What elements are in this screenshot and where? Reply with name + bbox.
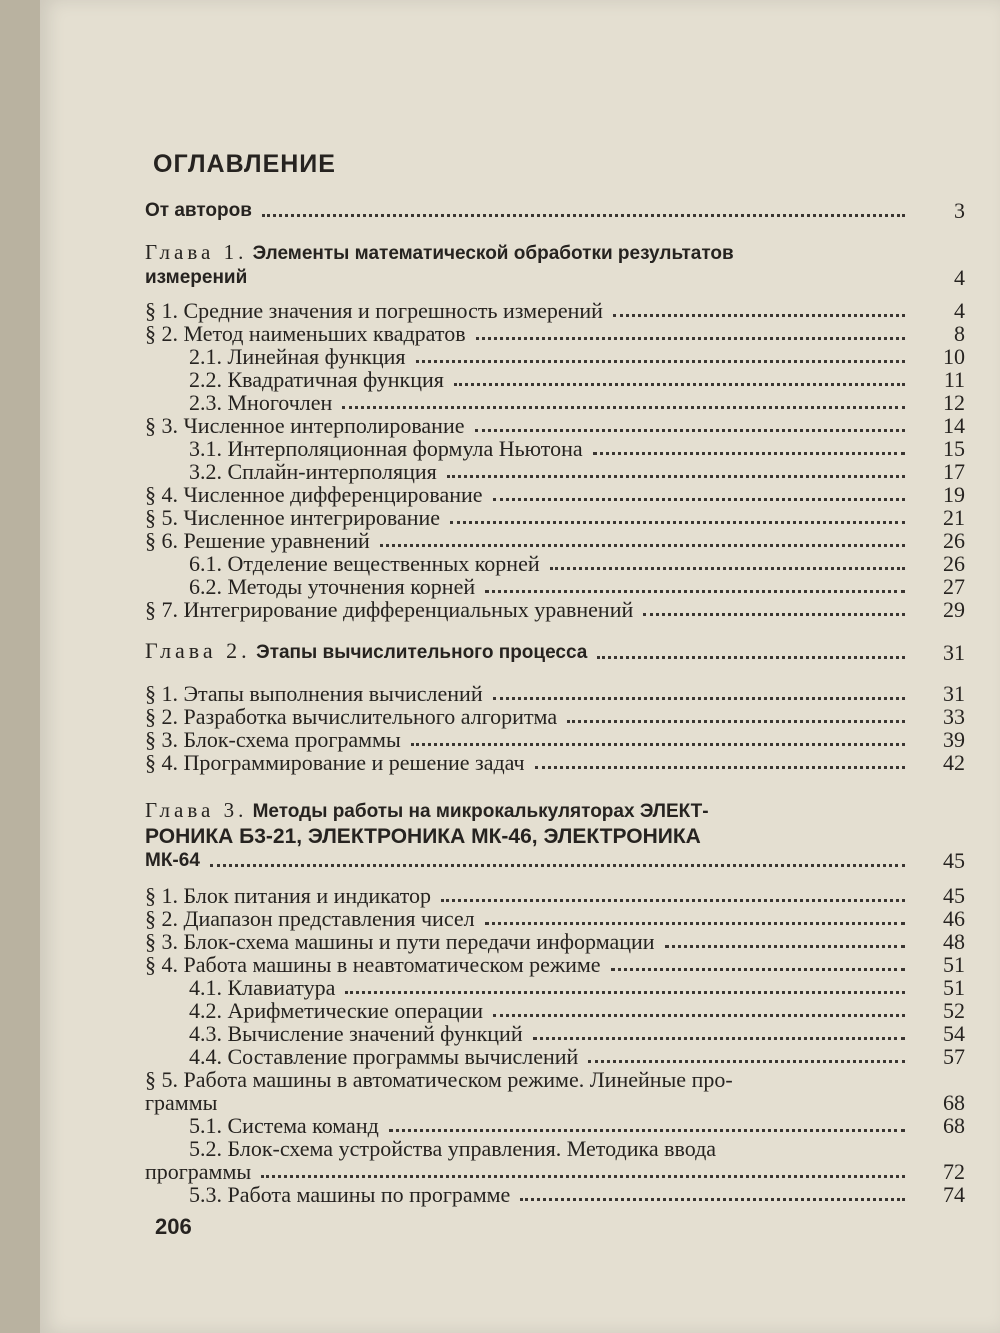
toc-entry: [145, 552, 965, 575]
chapter-title-line2: измерений: [145, 267, 248, 288]
page-number: 206: [155, 1214, 192, 1239]
toc-entry: [145, 345, 965, 368]
toc-entry: [145, 999, 965, 1022]
entry-page: 31: [943, 681, 965, 706]
toc-entry: [145, 1091, 965, 1114]
toc-entry: [145, 529, 965, 552]
entry-page: 72: [943, 1159, 965, 1184]
entry-page: 52: [943, 998, 965, 1023]
entry-page: 8: [954, 321, 965, 346]
dot-leader: [535, 766, 905, 769]
entry-label: § 3. Блок-схема машины и пути передачи информации: [145, 929, 655, 954]
chapter-page: 45: [943, 848, 965, 873]
toc-entry: [145, 1022, 965, 1045]
entry-label: § 6. Решение уравнений: [145, 528, 370, 553]
chapter-1: [145, 240, 965, 621]
dot-leader: [567, 720, 905, 723]
entry-label: 6.1. Отделение вещественных корней: [189, 551, 540, 576]
toc-entry: [145, 322, 965, 345]
toc-entry: [145, 460, 965, 483]
dot-leader: [485, 590, 905, 593]
dot-leader: [450, 521, 905, 524]
entry-label: От авторов: [145, 200, 252, 221]
toc-entry: [145, 953, 965, 976]
entry-label: § 4. Работа машины в неавтоматическом режиме: [145, 952, 601, 977]
entry-label: § 4. Программирование и решение задач: [145, 750, 525, 775]
entry-label: 4.4. Составление программы вычислений: [189, 1044, 579, 1069]
entry-page: 51: [943, 975, 965, 1000]
entry-page: 68: [943, 1113, 965, 1138]
chapter-title: Этапы вычислительного процесса: [256, 642, 588, 663]
entry-page: 68: [943, 1090, 965, 1115]
dot-leader: [345, 991, 905, 994]
entry-label: 3.1. Интерполяционная формула Ньютона: [189, 436, 583, 461]
entry-label: § 2. Разработка вычислительного алгоритма: [145, 704, 558, 729]
chapter-3: [145, 798, 965, 1206]
toc-entry: [145, 437, 965, 460]
entry-label: 4.3. Вычисление значений функций: [189, 1021, 523, 1046]
entry-page: 27: [943, 574, 965, 599]
dot-leader: [262, 214, 905, 217]
dot-leader: [476, 337, 905, 340]
entry-page: 48: [943, 929, 965, 954]
dot-leader: [261, 1175, 905, 1178]
entry-page: 19: [943, 482, 965, 507]
chapter-prefix: Глава 1.: [145, 240, 248, 264]
toc-entry: [145, 1045, 965, 1068]
dot-leader: [493, 697, 905, 700]
toc-entry-line1: [145, 1068, 965, 1091]
entry-label: 2.1. Линейная функция: [189, 344, 406, 369]
chapter-heading: [145, 639, 965, 664]
entry-label: § 2. Диапазон представления чисел: [145, 906, 475, 931]
chapter-2: [145, 639, 965, 774]
dot-leader: [475, 429, 906, 432]
entry-label: 4.1. Клавиатура: [189, 975, 336, 1000]
toc-entry: [145, 1183, 965, 1206]
entry-page: 3: [954, 198, 965, 223]
toc-entry: [145, 884, 965, 907]
toc-entry: [145, 1114, 965, 1137]
entry-page: 4: [954, 298, 965, 323]
toc-entry: [145, 598, 965, 621]
entry-page: 21: [943, 505, 965, 530]
entry-page: 51: [943, 952, 965, 977]
chapter-heading-last-line: [145, 266, 965, 289]
dot-leader: [533, 1037, 905, 1040]
entry-page: 10: [943, 344, 965, 369]
entry-label: § 3. Блок-схема программы: [145, 727, 401, 752]
dot-leader: [389, 1129, 905, 1132]
chapter-heading-last-line: [145, 849, 965, 872]
dot-leader: [493, 498, 905, 501]
spacer: [227, 1106, 905, 1109]
entry-label: 2.2. Квадратичная функция: [189, 367, 444, 392]
entry-label: 2.3. Многочлен: [189, 390, 333, 415]
entry-page: 54: [943, 1021, 965, 1046]
entry-page: 17: [943, 459, 965, 484]
entry-label: 5.1. Система команд: [189, 1113, 379, 1138]
entry-page: 26: [943, 528, 965, 553]
entry-label-line1: 5.2. Блок-схема устройства управления. Методика ввода: [189, 1136, 717, 1161]
entry-page: 42: [943, 750, 965, 775]
book-page: [40, 0, 1000, 1333]
dot-leader: [643, 613, 905, 616]
entry-page: 33: [943, 704, 965, 729]
entry-label: § 1. Этапы выполнения вычислений: [145, 681, 483, 706]
chapter-title-line1: Элементы математической обработки результатов: [252, 243, 734, 264]
dot-leader: [588, 1060, 905, 1063]
entry-page: 46: [943, 906, 965, 931]
dot-leader: [411, 743, 905, 746]
entry-page: 11: [943, 367, 965, 392]
dot-leader: [416, 360, 906, 363]
toc-entry: [145, 907, 965, 930]
toc-entry: [145, 506, 965, 529]
entry-label: § 5. Численное интегрирование: [145, 505, 441, 530]
table-of-contents: [145, 150, 965, 1206]
entry-page: 14: [943, 413, 965, 438]
toc-entry: [145, 976, 965, 999]
entry-page: 39: [943, 727, 965, 752]
dot-leader: [550, 567, 905, 570]
toc-entry-line1: [145, 1137, 965, 1160]
toc-entry: [145, 1160, 965, 1183]
spacer: [257, 281, 905, 284]
entry-page: 57: [943, 1044, 965, 1069]
dot-leader: [210, 864, 905, 867]
dot-leader: [454, 383, 905, 386]
dot-leader: [380, 544, 905, 547]
chapter-title-line1: Методы работы на микрокалькуляторах ЭЛЕКТ-: [252, 801, 709, 822]
dot-leader: [342, 406, 905, 409]
entry-label-line1: § 5. Работа машины в автоматическом режиме. Линейные про-: [145, 1067, 733, 1092]
chapter-title-line3: МК-64: [145, 850, 200, 871]
entry-page: 74: [943, 1182, 965, 1207]
entry-label: § 1. Средние значения и погрешность измерений: [145, 298, 603, 323]
entry-label: 5.3. Работа машины по программе: [189, 1182, 511, 1207]
entry-label-line2: программы: [145, 1159, 252, 1184]
chapter-title-line2: РОНИКА Б3-21, ЭЛЕКТРОНИКА МК-46, ЭЛЕКТРОНИКА: [145, 825, 701, 848]
entry-label: 4.2. Арифметические операции: [189, 998, 483, 1023]
toc-entry: [145, 483, 965, 506]
entry-label-line2: граммы: [145, 1090, 218, 1115]
entry-page: 26: [943, 551, 965, 576]
dot-leader: [613, 314, 905, 317]
dot-leader: [611, 968, 905, 971]
toc-entry: [145, 728, 965, 751]
entry-label: § 1. Блок питания и индикатор: [145, 883, 432, 908]
entry-label: § 2. Метод наименьших квадратов: [145, 321, 466, 346]
chapter-page: 31: [943, 640, 965, 665]
entry-label: § 7. Интегрирование дифференциальных уравнений: [145, 597, 634, 622]
entry-page: 15: [943, 436, 965, 461]
dot-leader: [520, 1198, 905, 1201]
dot-leader: [593, 452, 905, 455]
dot-leader: [485, 922, 905, 925]
toc-entry-preface: [145, 199, 965, 222]
toc-entry: [145, 682, 965, 705]
entry-label: § 4. Численное дифференцирование: [145, 482, 483, 507]
entry-page: 29: [943, 597, 965, 622]
chapter-heading: [145, 240, 965, 266]
chapter-prefix: Глава 2.: [145, 638, 251, 663]
dot-leader: [493, 1014, 905, 1017]
toc-entry: [145, 391, 965, 414]
entry-label: 3.2. Сплайн-интерполяция: [189, 459, 437, 484]
chapter-heading: [145, 798, 965, 824]
toc-entry: [145, 368, 965, 391]
toc-title: ОГЛАВЛЕНИЕ: [153, 150, 336, 178]
chapter-page: 4: [954, 265, 965, 290]
chapter-prefix: Глава 3.: [145, 798, 248, 822]
entry-label: 6.2. Методы уточнения корней: [189, 574, 476, 599]
toc-entry: [145, 705, 965, 728]
entry-page: 12: [943, 390, 965, 415]
dot-leader: [441, 899, 905, 902]
toc-entry: [145, 414, 965, 437]
toc-entry: [145, 299, 965, 322]
dot-leader: [447, 475, 905, 478]
toc-entry: [145, 575, 965, 598]
toc-entry: [145, 751, 965, 774]
toc-entry: [145, 930, 965, 953]
entry-page: 45: [943, 883, 965, 908]
entry-label: § 3. Численное интерполирование: [145, 413, 465, 438]
dot-leader: [665, 945, 905, 948]
dot-leader: [597, 656, 905, 659]
